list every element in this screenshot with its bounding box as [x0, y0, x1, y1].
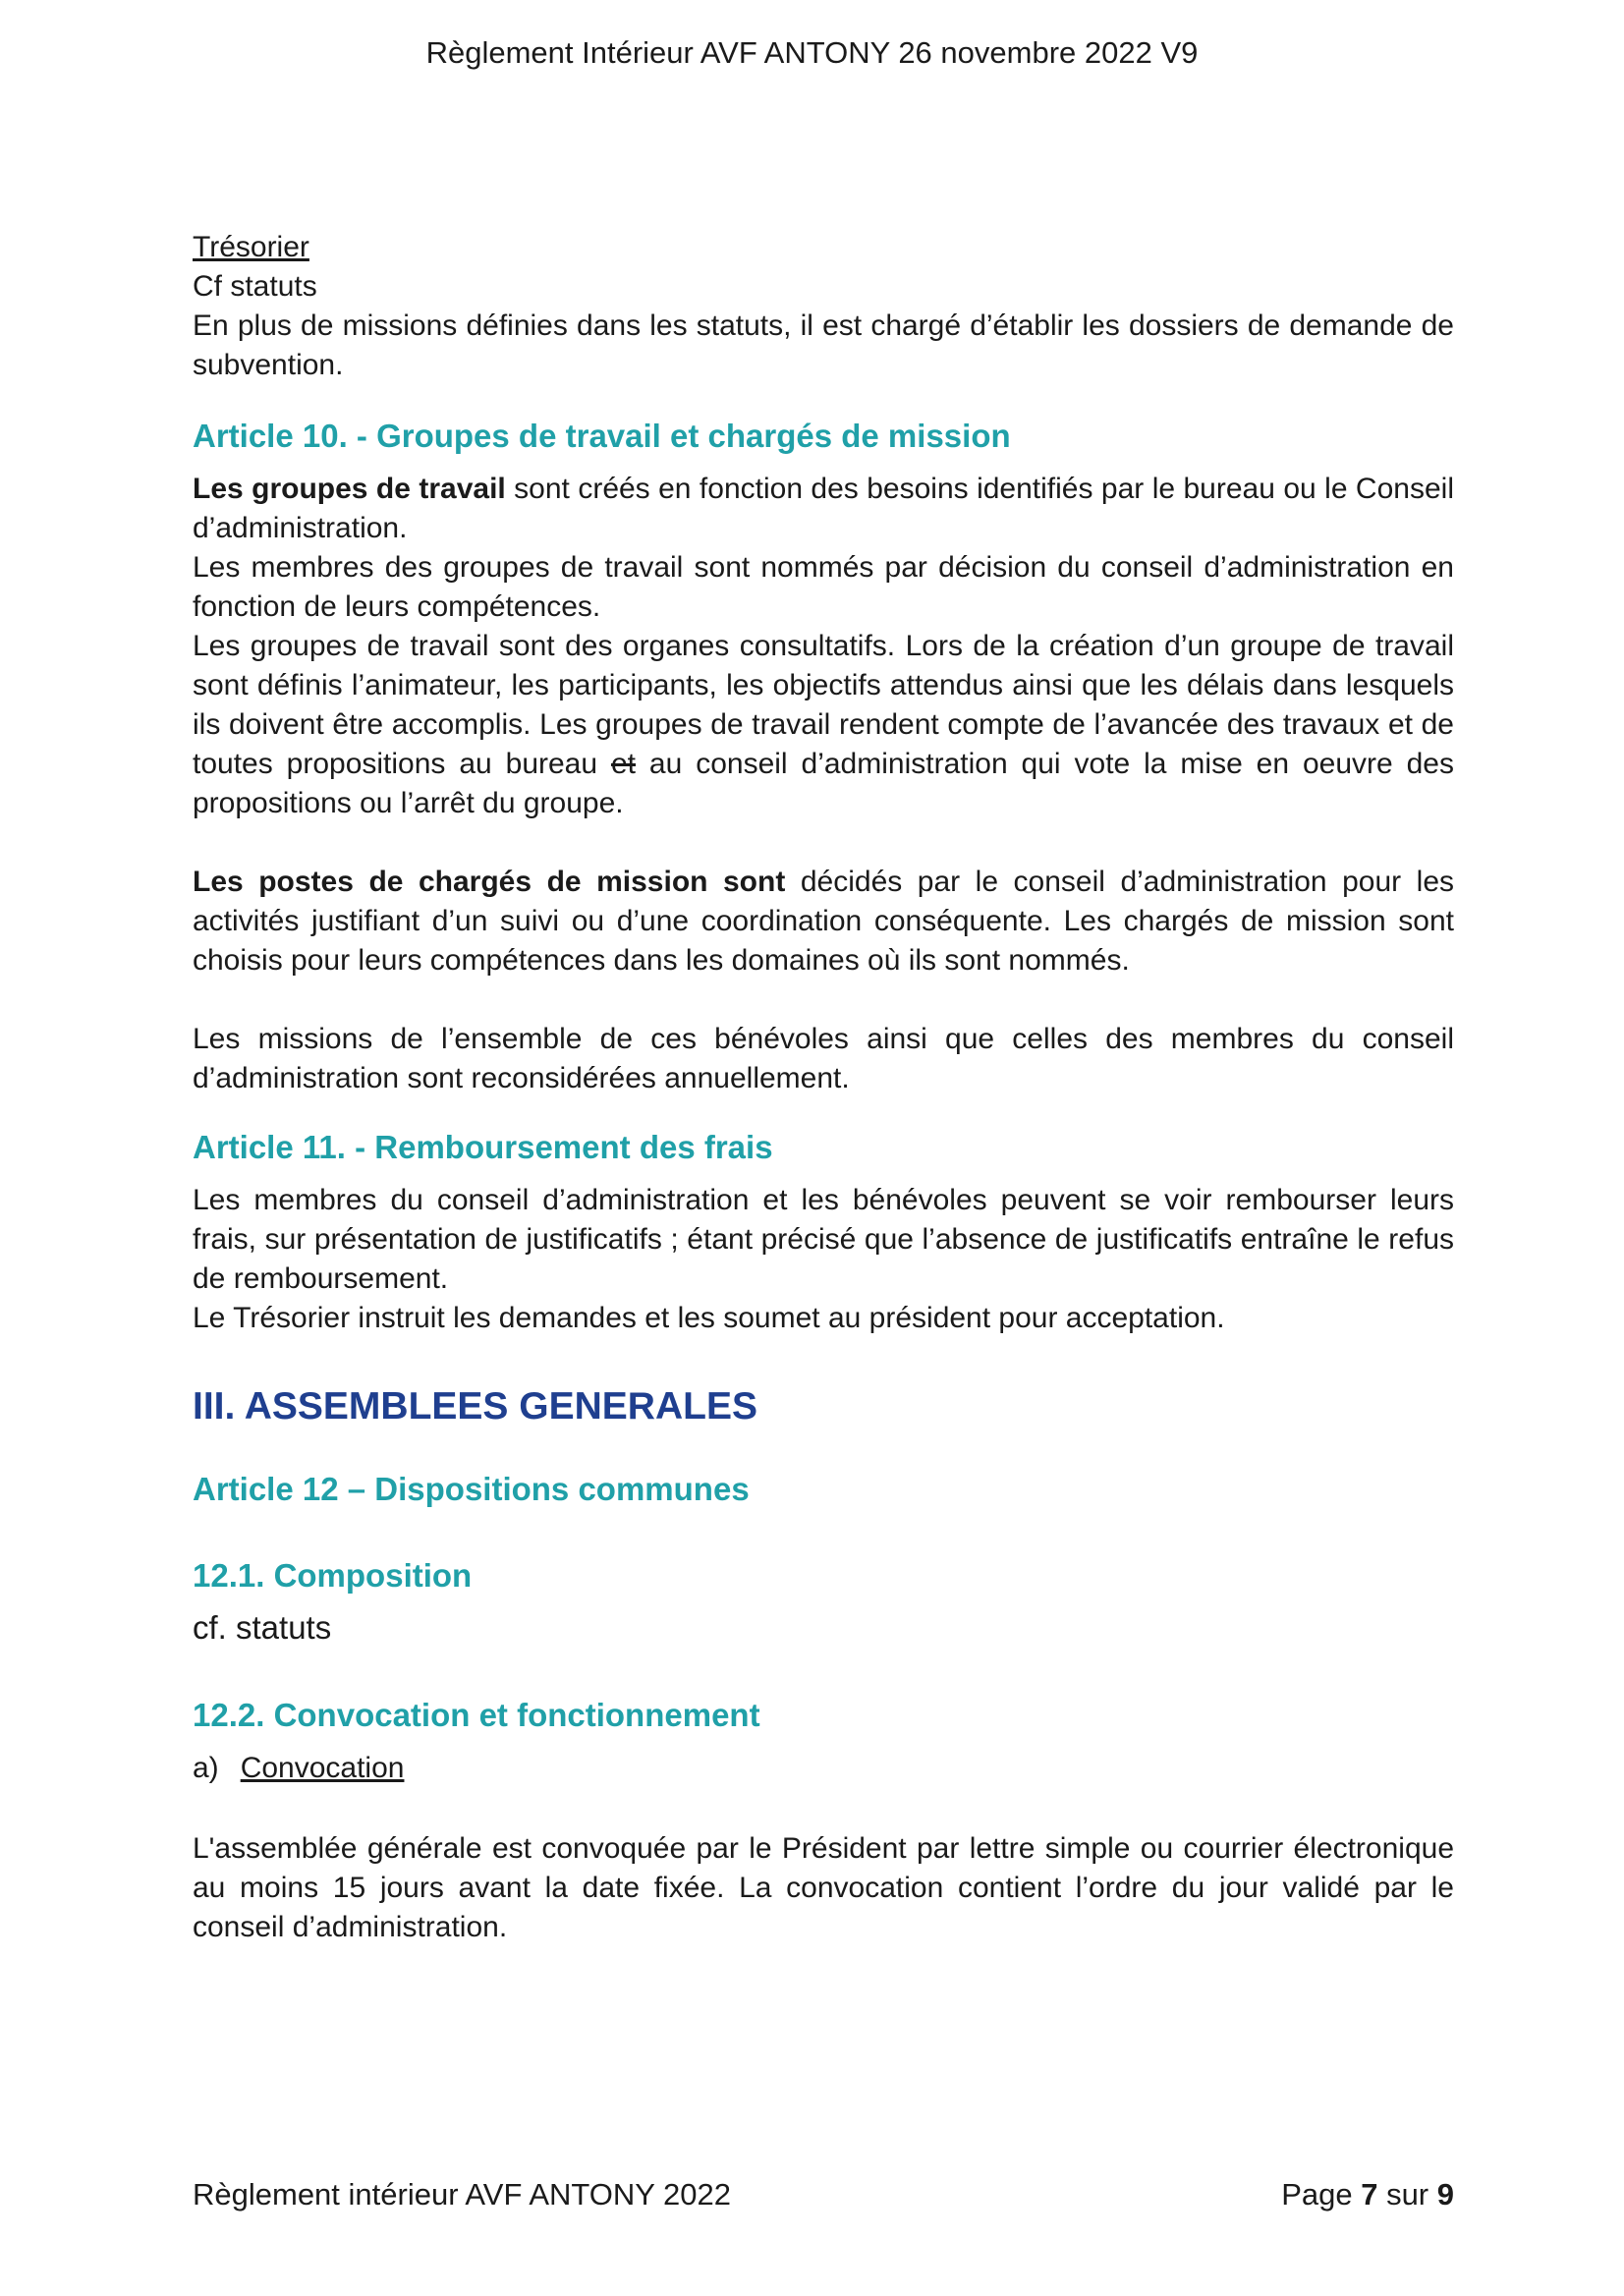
tresorier-heading: Trésorier — [193, 231, 309, 263]
document-body — [193, 228, 1454, 1947]
article-11-paragraph-2: Le Trésorier instruit les demandes et les soumet au président pour acceptation. — [193, 1302, 1225, 1334]
page-header: Règlement Intérieur AVF ANTONY 26 novembre 2022 V9 — [425, 35, 1199, 70]
page-footer — [193, 2177, 1454, 2212]
footer-page-prefix: Page — [1281, 2177, 1362, 2212]
subsection-12-1-title: 12.1. Composition — [193, 1557, 473, 1594]
article-10-p3-text-a: Les groupes de travail sont des organes consultatifs. Lors de la création d’un groupe de travail sont définis l’animateur, les participants, les objectifs attendus ainsi que les délais dans lesquels ils doivent être accomplis. Les groupes de travail rendent compte de l’avancée des travaux et de toutes propositions au bureau — [193, 630, 1454, 780]
article-10-paragraph-4 — [193, 863, 1454, 980]
tresorier-paragraph: En plus de missions définies dans les statuts, il est chargé d’établir les dossiers de demande de subvention. — [193, 309, 1454, 381]
section-3-title: III. ASSEMBLEES GENERALES — [193, 1385, 757, 1428]
footer-page-number — [1281, 2177, 1454, 2212]
article-10-p3-text-b: au conseil d’administration qui vote la mise en oeuvre des propositions ou l’arrêt du groupe. — [193, 748, 1454, 819]
article-10-title: Article 10. - Groupes de travail et chargés de mission — [193, 418, 1011, 454]
footer-page-mid: sur — [1377, 2177, 1437, 2212]
subsection-12-1-text: cf. statuts — [193, 1609, 332, 1646]
article-11-title: Article 11. - Remboursement des frais — [193, 1129, 773, 1165]
article-10-paragraph-1 — [193, 470, 1454, 548]
article-12-paragraph-1: L'assemblée générale est convoquée par le Président par lettre simple ou courrier électronique au moins 15 jours avant la date fixée. La convocation contient l’ordre du jour validé par le conseil d’administration. — [193, 1832, 1454, 1943]
tresorier-line: Cf statuts — [193, 270, 317, 303]
article-11-paragraph-1: Les membres du conseil d’administration et les bénévoles peuvent se voir rembourser leurs frais, sur présentation de justificatifs ; étant précisé que l’absence de justificatifs entraîne le refus de remboursement. — [193, 1184, 1454, 1295]
article-10-p1-text: sont créés en fonction des besoins identifiés par le bureau ou le Conseil d’administration. — [193, 473, 1454, 544]
article-10-p4-text: décidés par le conseil d’administration pour les activités justifiant d’un suivi ou d’une coordination conséquente. Les chargés de mission sont choisis pour leurs compétences dans les domaines où ils sont nommés. — [193, 866, 1455, 977]
article-10-p3-strike: et — [610, 748, 636, 780]
article-10-paragraph-5: Les missions de l’ensemble de ces bénévoles ainsi que celles des membres du conseil d’administration sont reconsidérées annuellement. — [193, 1023, 1454, 1094]
list-marker: a) — [193, 1752, 219, 1784]
article-12-title: Article 12 – Dispositions communes — [193, 1471, 750, 1507]
article-10-p4-bold: Les postes de chargés de mission sont — [193, 866, 786, 898]
footer-total-pages: 9 — [1436, 2177, 1454, 2212]
article-10-paragraph-3 — [193, 627, 1454, 823]
subsection-12-2-title: 12.2. Convocation et fonctionnement — [193, 1697, 760, 1733]
list-item-label: Convocation — [240, 1752, 405, 1784]
footer-current-page: 7 — [1361, 2177, 1378, 2212]
article-10-p1-bold: Les groupes de travail — [193, 473, 506, 505]
list-item-convocation — [193, 1749, 1454, 1788]
footer-document-title: Règlement intérieur AVF ANTONY 2022 — [193, 2177, 731, 2212]
article-10-paragraph-2: Les membres des groupes de travail sont nommés par décision du conseil d’administration en fonction de leurs compétences. — [193, 551, 1454, 623]
